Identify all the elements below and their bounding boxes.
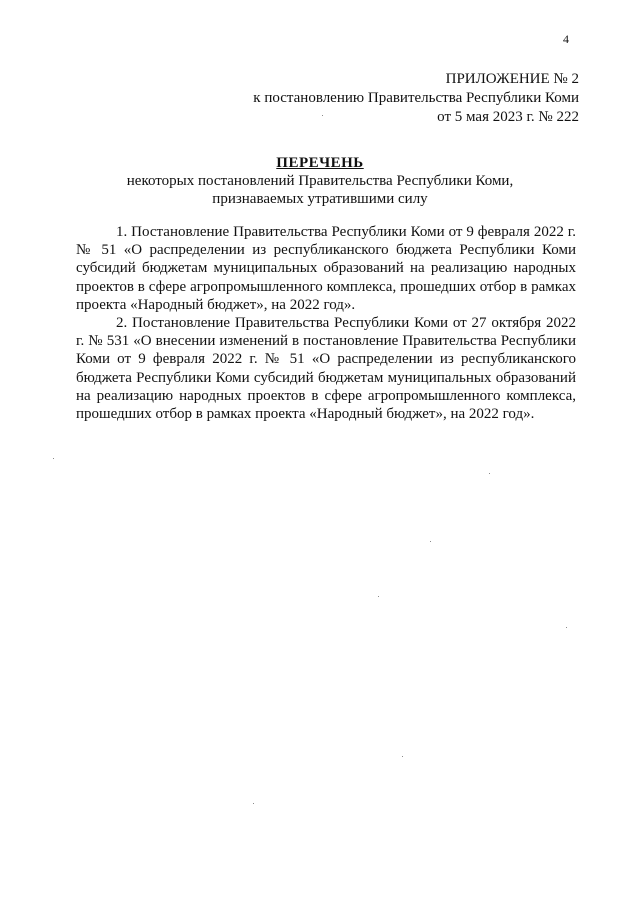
appendix-date-number: от 5 мая 2023 г. № 222 [437, 109, 579, 125]
list-item-2: 2. Постановление Правительства Республики Коми от 27 октября 2022 г. № 531 «О внесении изменений в постановление Правительства Республики Коми от 9 февраля 2022 г. № 51 «О распределении из республиканского бюджета Республики Коми субсидий бюджетам муниципальных образований на реализацию народных проектов в сфере агропромышленного комплекса, прошедших отбор в рамках проекта «Народный бюджет», на 2022 год». [76, 315, 576, 423]
page-number: 4 [563, 32, 569, 46]
heading-title: ПЕРЕЧЕНЬ [276, 155, 364, 171]
list-item-1: 1. Постановление Правительства Республики Коми от 9 февраля 2022 г. № 51 «О распределении из республиканского бюджета Республики Коми субсидий бюджетам муниципальных образований на реализацию народных проектов в сфере агропромышленного комплекса, прошедших отбор в рамках проекта «Народный бюджет», на 2022 год». [76, 224, 576, 313]
scan-speck [53, 458, 54, 459]
scan-speck [489, 473, 490, 474]
document-body [76, 223, 576, 423]
scan-speck [378, 596, 379, 597]
scan-speck [402, 756, 403, 757]
scan-speck [566, 627, 567, 628]
heading-subtitle-line1: некоторых постановлений Правительства Республики Коми, [126, 173, 514, 189]
heading-subtitle-line2: признаваемых утратившими силу [212, 191, 428, 207]
appendix-title: ПРИЛОЖЕНИЕ № 2 [445, 71, 579, 87]
appendix-header [253, 70, 579, 127]
appendix-resolution-ref: к постановлению Правительства Республики Коми [253, 90, 579, 106]
scan-speck [430, 541, 431, 542]
document-heading [0, 154, 640, 208]
scan-speck [322, 115, 323, 116]
scan-speck [253, 803, 254, 804]
